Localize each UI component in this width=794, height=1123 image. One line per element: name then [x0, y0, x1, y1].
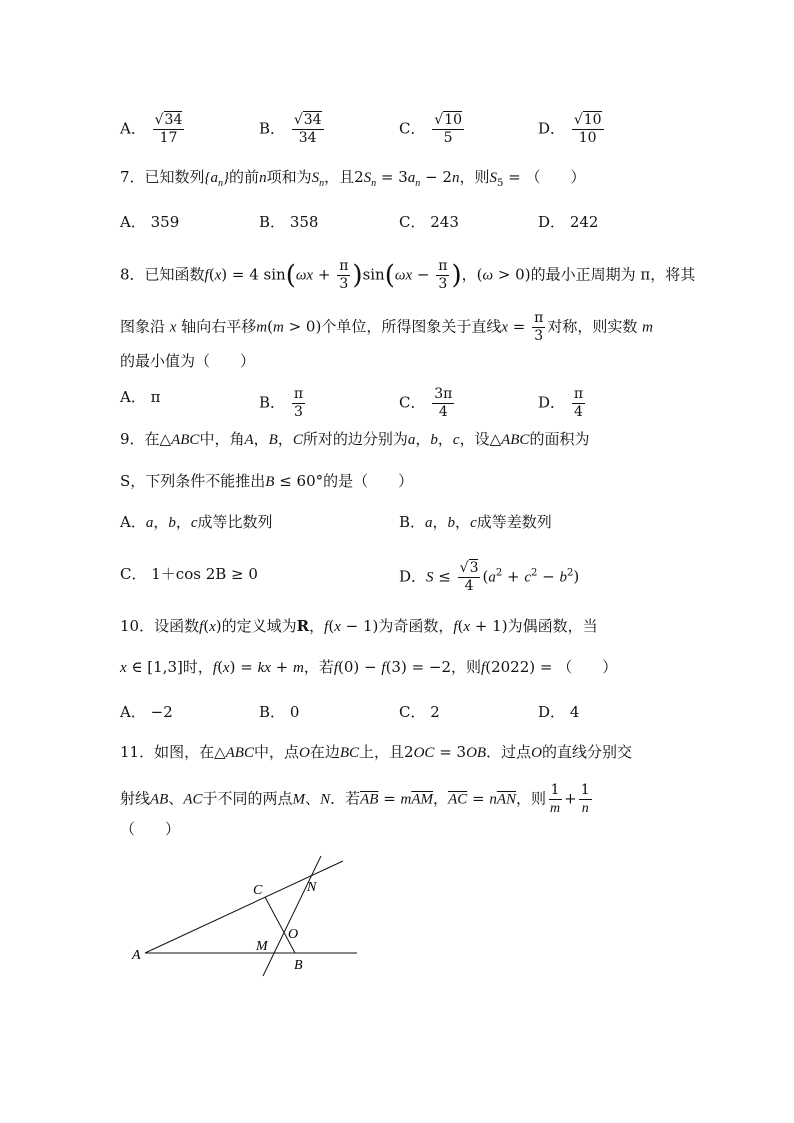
q6-option-c[interactable] — [399, 112, 466, 147]
q11-figure — [125, 850, 365, 980]
q11-stem-line2: 射线AB、AC于不同的两点M、N．若$\overline{AB} = m\overline{AM}$，$\overline{AC} = n\overline{AN}$，则 $\frac{1}{m}$ + $\frac{1}{n}$ — [120, 782, 590, 816]
fraction: $\frac{√34}{34}$ — [293, 112, 322, 146]
q9-option-c[interactable]: C． 1＋cos 2B ≥ 0 — [120, 565, 258, 583]
option-label: B． — [259, 119, 286, 138]
segment-AC-ray — [145, 861, 343, 953]
q8-stem-line3: 的最小值为（ ） — [120, 352, 256, 370]
q6-option-d[interactable] — [538, 112, 606, 147]
q10-option-a[interactable]: A． −2 — [120, 703, 173, 721]
label-O: O — [288, 927, 299, 942]
q11-stem-line3: （ ） — [120, 820, 181, 838]
q7-stem: 7．已知数列$\{a_n\}$的前n项和为$S_n$，且$2S_n = 3a_n - 2n$，则$S_5$ = （ ） — [120, 168, 586, 189]
q8-stem-line2: 图象沿 x 轴向右平移m(m > 0)个单位，所得图象关于直线x = $\frac{\pi}{3}$ 对称，则实数 m — [120, 310, 653, 344]
q9-option-b[interactable]: B．a，b，c成等差数列 — [399, 513, 552, 531]
q7-option-b[interactable]: B． 358 — [259, 213, 319, 231]
fraction: $\frac{√10}{10}$ — [573, 112, 602, 146]
label-M: M — [256, 939, 268, 954]
q10-stem-line1: 10．设函数f(x)的定义域为R，f(x − 1)为奇函数，f(x + 1)为偶函数，当 — [120, 617, 598, 635]
option-label: C． — [399, 119, 426, 138]
option-label: D． — [538, 119, 566, 138]
q8-option-b[interactable]: B． $\frac{\pi}{3}$ — [259, 386, 304, 420]
q6-option-a[interactable] — [120, 112, 186, 147]
fraction: $\frac{√10}{5}$ — [434, 112, 463, 146]
q9-stem-line2: S，下列条件不能推出B ≤ 60°的是（ ） — [120, 472, 414, 490]
q9-option-a[interactable]: A．a，b，c成等比数列 — [120, 513, 273, 531]
q10-option-b[interactable]: B． 0 — [259, 703, 300, 721]
line-MN — [263, 856, 321, 976]
q9-stem-line1: 9．在△ABC中，角A，B，C所对的边分别为a，b，c，设△ABC的面积为 — [120, 430, 590, 448]
q7-option-a[interactable]: A． 359 — [120, 213, 180, 231]
segment-CB — [265, 897, 295, 953]
label-C: C — [253, 883, 263, 898]
option-label: A． — [120, 119, 146, 138]
q10-option-c[interactable]: C． 2 — [399, 703, 440, 721]
fraction: $\frac{√34}{17}$ — [154, 112, 183, 146]
q9-option-d[interactable]: D．S ≤ $\frac{√3}{4}$ $(a^2 + c^2 - b^2)$ — [399, 560, 580, 594]
q8-option-c[interactable]: C． $\frac{3\pi}{4}$ — [399, 386, 453, 420]
q8-option-d[interactable]: D． $\frac{\pi}{4}$ — [538, 386, 584, 420]
q7-option-d[interactable]: D． 242 — [538, 213, 599, 231]
label-B: B — [294, 958, 303, 973]
q10-stem-line2: x ∈ [1,3]时，f(x) = kx + m，若f(0) − f(3) = −2，则f(2022) = （ ） — [120, 658, 618, 676]
q11-stem-line1: 11．如图，在△ABC中，点O在边BC上，且2OC = 3OB．过点O的直线分别交 — [120, 743, 632, 761]
label-N: N — [307, 880, 317, 895]
q8-stem-line1: 8．已知函数f(x) = 4 sin(ωx + $\frac{\pi}{3}$ )sin(ωx − $\frac{\pi}{3}$ )，(ω > 0)的最小正周期为 π，将其 — [120, 258, 696, 292]
q7-option-c[interactable]: C． 243 — [399, 213, 459, 231]
q8-option-a[interactable]: A． π — [120, 388, 161, 406]
label-A: A — [132, 948, 141, 963]
q10-option-d[interactable]: D． 4 — [538, 703, 580, 721]
q6-option-b[interactable] — [259, 112, 326, 147]
